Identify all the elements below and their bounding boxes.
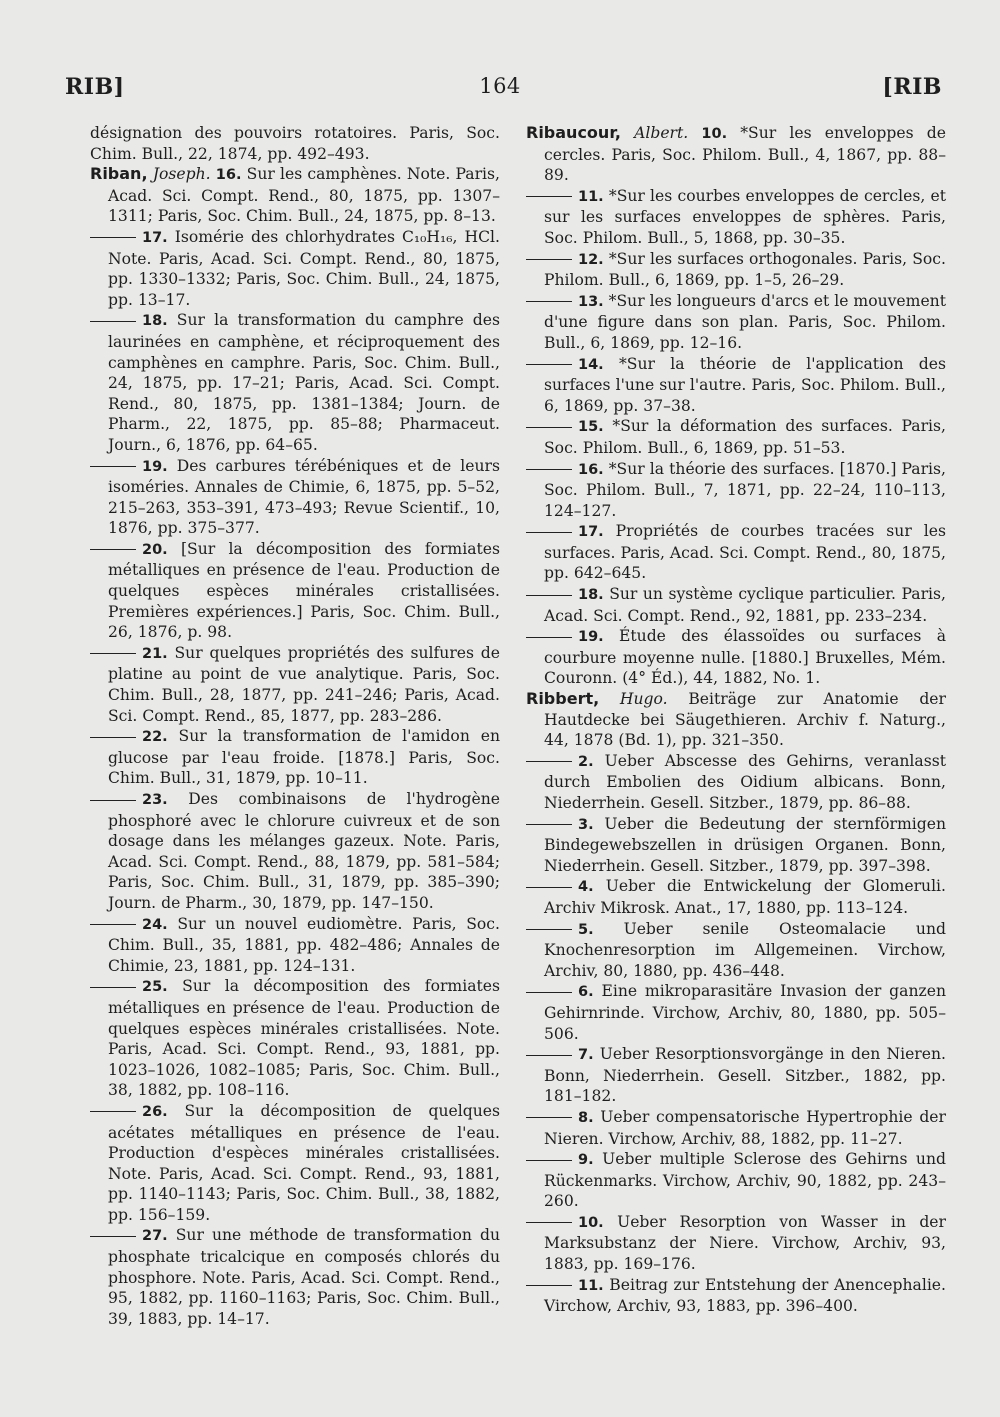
entry-number: 12. <box>578 251 604 268</box>
entry-text: *Sur les enveloppes de cercles. Paris, Soc. Philom. Bull., 4, 1867, pp. 88–89. <box>544 124 946 185</box>
entry-number: 18. <box>142 313 168 330</box>
ditto-dash <box>526 595 572 596</box>
bibliography-entry <box>526 1212 946 1275</box>
ditto-dash <box>526 259 572 260</box>
entry-text: Sur la décomposition des formiates métalliques en présence de l'eau. Production de quelques espèces minérales cristallisées. Note. Paris, Acad. Sci. Compt. Rend., 93, 1881, pp. 1023–1026, 1082–1085; Paris, Soc. Chim. Bull., 38, 1882, pp. 108–116. <box>108 977 500 1100</box>
ditto-dash <box>526 887 572 888</box>
ditto-dash <box>526 637 572 638</box>
bibliography-entry <box>526 186 946 249</box>
ditto-dash <box>526 532 572 533</box>
entry-number: 17. <box>142 229 168 246</box>
ditto-dash <box>526 469 572 470</box>
entry-number: 22. <box>142 729 168 746</box>
ditto-dash <box>526 824 572 825</box>
author-given-name: Hugo. <box>619 690 668 709</box>
entry-text: Ueber compensatorische Hypertrophie der Nieren. Virchow, Archiv, 88, 1882, pp. 11–27. <box>544 1107 946 1148</box>
bibliography-entry <box>526 459 946 522</box>
entry-number: 11. <box>578 1277 604 1294</box>
entry-text: *Sur les surfaces orthogonales. Paris, Soc. Philom. Bull., 6, 1869, pp. 1–5, 26–29. <box>544 249 946 290</box>
running-head-right: [RIB <box>882 74 942 100</box>
entry-number: 5. <box>578 921 594 938</box>
ditto-dash <box>526 427 572 428</box>
entry-text: Étude des élassoïdes ou surfaces à courbure moyenne nulle. [1880.] Bruxelles, Mém. Couronn. (4° Éd.), 44, 1882, No. 1. <box>544 627 946 688</box>
bibliography-entry <box>90 456 500 539</box>
bibliography-entry <box>526 751 946 814</box>
entry-number: 3. <box>578 816 594 833</box>
entry-text: *Sur la théorie des surfaces. [1870.] Paris, Soc. Philom. Bull., 7, 1871, pp. 22–24, 110–113, 124–127. <box>544 459 946 520</box>
bibliography-entry <box>90 789 500 914</box>
bibliography-entry <box>526 814 946 877</box>
entry-text: Propriétés de courbes tracées sur les surfaces. Paris, Acad. Sci. Compt. Rend., 80, 1875, pp. 642–645. <box>544 522 946 583</box>
author-name: Riban, <box>90 164 148 184</box>
entry-number: 11. <box>578 188 604 205</box>
entry-number: 23. <box>142 792 168 808</box>
entry-number: 19. <box>578 629 604 646</box>
entry-text: Des combinaisons de l'hydrogène phosphoré avec le chlorure cuivreux et de son dosage dans les mélanges gazeux. Note. Paris, Acad. Sci. Compt. Rend., 88, 1879, pp. 581–584; Paris, Soc. Chim. Bull., 31, 1879, pp. 385–390; Journ. de Pharm., 30, 1879, pp. 147–150. <box>108 790 500 912</box>
bibliography-entry <box>526 123 946 186</box>
entry-text: Ueber multiple Sclerose des Gehirns und Rückenmarks. Virchow, Archiv, 90, 1882, pp. 243–260. <box>544 1150 946 1211</box>
entry-number: 8. <box>578 1109 594 1126</box>
bibliography-entry <box>526 354 946 417</box>
entry-text: Sur quelques propriétés des sulfures de platine au point de vue analytique. Paris, Soc. Chim. Bull., 28, 1877, pp. 241–246; Paris, Acad. Sci. Compt. Rend., 85, 1877, pp. 283–286. <box>108 643 501 725</box>
bibliography-entry <box>90 164 500 227</box>
bibliography-entry <box>526 249 946 291</box>
bibliography-entry <box>90 976 500 1101</box>
entry-text: *Sur la théorie de l'application des surfaces l'une sur l'autre. Paris, Soc. Philom. Bull., 6, 1869, pp. 37–38. <box>544 354 946 415</box>
right-column <box>526 123 946 1317</box>
bibliography-entry <box>526 689 946 751</box>
bibliography-entry <box>526 291 946 354</box>
entry-number: 16. <box>215 167 242 184</box>
ditto-dash <box>526 1117 572 1118</box>
entry-text: Eine mikroparasitäre Invasion der ganzen Gehirnrinde. Virchow, Archiv, 80, 1880, pp. 505–506. <box>544 982 946 1043</box>
author-name: Ribbert, <box>526 689 600 709</box>
entry-number: 14. <box>578 356 604 373</box>
entry-number: 18. <box>578 587 604 604</box>
ditto-dash <box>90 237 136 238</box>
bibliography-entry <box>526 584 946 626</box>
ditto-dash <box>90 1236 136 1237</box>
entry-text: Ueber Resorption von Wasser in der Marksubstanz der Niere. Virchow, Archiv, 93, 1883, pp. 169–176. <box>544 1212 946 1274</box>
entry-number: 16. <box>578 461 604 478</box>
entry-text: Sur un système cyclique particulier. Paris, Acad. Sci. Compt. Rend., 92, 1881, pp. 233–234. <box>544 585 946 625</box>
ditto-dash <box>526 301 572 302</box>
ditto-dash <box>90 737 136 738</box>
ditto-dash <box>90 800 136 801</box>
entry-number: 17. <box>578 524 604 541</box>
bibliography-entry <box>90 643 500 726</box>
entry-text: [Sur la décomposition des formiates métalliques en présence de l'eau. Production de quelques espèces minérales cristallisées. Premières expériences.] Paris, Soc. Chim. Bull., 26, 1876, p. 98. <box>108 539 500 642</box>
bibliography-entry <box>90 539 500 643</box>
bibliography-entry <box>90 726 500 789</box>
entry-number: 13. <box>578 293 604 310</box>
entry-text: Ueber die Entwickelung der Glomeruli. Archiv Mikrosk. Anat., 17, 1880, pp. 113–124. <box>544 877 946 917</box>
left-column <box>90 123 500 1329</box>
entry-text: Sur les camphènes. Note. Paris, Acad. Sci. Compt. Rend., 80, 1875, pp. 1307–1311; Paris, Soc. Chim. Bull., 24, 1875, pp. 8–13. <box>108 165 501 226</box>
entry-text: *Sur la déformation des surfaces. Paris, Soc. Philom. Bull., 6, 1869, pp. 51–53. <box>544 417 946 457</box>
bibliography-entry <box>526 1275 946 1317</box>
ditto-dash <box>90 924 136 925</box>
running-head-left: RIB] <box>65 74 125 100</box>
entry-number: 24. <box>142 916 168 933</box>
ditto-dash <box>526 929 572 930</box>
entry-text: Sur la transformation du camphre des laurinées en camphène, et réciproquement des camphènes en camphre. Paris, Soc. Chim. Bull., 24, 1875, pp. 17–21; Paris, Acad. Sci. Compt. Rend., 80, 1875, pp. 1381–1384; Journ. de Pharm., 22, 1875, pp. 85–88; Pharmaceut. Journ., 6, 1876, pp. 64–65. <box>108 311 500 454</box>
ditto-dash <box>90 653 136 654</box>
entry-text: Sur un nouvel eudiomètre. Paris, Soc. Chim. Bull., 35, 1881, pp. 482–486; Annales de Chimie, 23, 1881, pp. 124–131. <box>108 914 500 975</box>
entry-number: 7. <box>578 1047 594 1064</box>
entry-text: Sur une méthode de transformation du phosphate tricalcique en composés chlorés du phosphore. Note. Paris, Acad. Sci. Compt. Rend., 95, 1882, pp. 1160–1163; Paris, Soc. Chim. Bull., 39, 1883, pp. 14–17. <box>108 1226 500 1328</box>
bibliography-entry <box>90 914 500 977</box>
entry-number: 20. <box>142 541 168 558</box>
entry-number: 10. <box>578 1214 604 1231</box>
entry-number: 26. <box>142 1103 168 1120</box>
ditto-dash <box>526 1222 572 1223</box>
entry-number: 10. <box>701 126 728 142</box>
bibliography-entry <box>526 626 946 689</box>
bibliography-entry <box>526 919 946 982</box>
ditto-dash <box>90 987 136 988</box>
entry-number: 19. <box>142 458 168 475</box>
ditto-dash <box>526 992 572 993</box>
bibliography-entry <box>90 310 500 455</box>
author-name: Ribaucour, <box>526 123 621 142</box>
ditto-dash <box>526 196 572 197</box>
entry-text: Beitrag zur Entstehung der Anencephalie. Virchow, Archiv, 93, 1883, pp. 396–400. <box>544 1275 946 1316</box>
page-number: 164 <box>479 74 521 98</box>
entry-number: 27. <box>142 1228 168 1245</box>
entry-text: *Sur les longueurs d'arcs et le mouvement d'une figure dans son plan. Paris, Soc. Philom. Bull., 6, 1869, pp. 12–16. <box>544 291 946 352</box>
entry-text: Isomérie des chlorhydrates C₁₀H₁₆, HCl. Note. Paris, Acad. Sci. Compt. Rend., 80, 1875, pp. 1330–1332; Paris, Soc. Chim. Bull., 24, 1875, pp. 13–17. <box>108 227 500 309</box>
bibliography-entry <box>526 981 946 1044</box>
author-given-name: Joseph. <box>152 165 211 184</box>
entry-text: Ueber senile Osteomalacie und Knochenresorption im Allgemeinen. Virchow, Archiv, 80, 1880, pp. 436–448. <box>544 919 946 980</box>
ditto-dash <box>526 1055 572 1056</box>
bibliography-entry <box>90 227 500 310</box>
ditto-dash <box>526 364 572 365</box>
entry-number: 25. <box>142 979 168 996</box>
bibliography-entry <box>526 1044 946 1107</box>
entry-text: Des carbures térébéniques et de leurs isoméries. Annales de Chimie, 6, 1875, pp. 5–52, 215–263, 353–391, 473–493; Revue Scientif., 10, 1876, pp. 375–377. <box>108 456 500 538</box>
ditto-dash <box>526 761 572 762</box>
entry-number: 21. <box>142 645 168 662</box>
ditto-dash <box>90 1111 136 1112</box>
ditto-dash <box>526 1285 572 1286</box>
bibliography-entry <box>90 123 500 164</box>
ditto-dash <box>90 549 136 550</box>
bibliography-entry <box>526 416 946 458</box>
bibliography-entry <box>526 1107 946 1149</box>
ditto-dash <box>90 321 136 322</box>
ditto-dash <box>526 1160 572 1161</box>
bibliography-entry <box>526 521 946 584</box>
bibliography-entry <box>90 1225 500 1329</box>
entry-number: 2. <box>578 753 594 770</box>
ditto-dash <box>90 466 136 467</box>
entry-number: 6. <box>578 984 594 1001</box>
entry-text: *Sur les courbes enveloppes de cercles, et sur les surfaces enveloppes de sphères. Paris, Soc. Philom. Bull., 5, 1868, pp. 30–35. <box>544 186 946 247</box>
entry-text: Ueber Abscesse des Gehirns, veranlasst durch Embolien des Oidium albicans. Bonn, Niederrhein. Gesell. Sitzber., 1879, pp. 86–88. <box>544 751 946 812</box>
entry-text: Ueber Resorptionsvorgänge in den Nieren. Bonn, Niederrhein. Gesell. Sitzber., 1882, pp. 181–182. <box>544 1045 946 1106</box>
bibliography-entry <box>526 876 946 918</box>
author-given-name: Albert. <box>634 124 689 142</box>
entry-number: 15. <box>578 419 604 436</box>
entry-text: Beiträge zur Anatomie der Hautdecke bei Säugethieren. Archiv f. Naturg., 44, 1878 (Bd. 1), pp. 321–350. <box>544 690 946 750</box>
bibliography-entry <box>526 1149 946 1212</box>
entry-text: désignation des pouvoirs rotatoires. Paris, Soc. Chim. Bull., 22, 1874, pp. 492–493. <box>90 124 500 163</box>
entry-text: Sur la décomposition de quelques acétates métalliques en présence de l'eau. Production d'espèces minérales cristallisées. Note. Paris, Acad. Sci. Compt. Rend., 93, 1881, pp. 1140–1143; Paris, Soc. Chim. Bull., 38, 1882, pp. 156–159. <box>108 1101 500 1224</box>
entry-number: 9. <box>578 1152 594 1169</box>
entry-number: 4. <box>578 879 594 896</box>
entry-text: Sur la transformation de l'amidon en glucose par l'eau froide. [1878.] Paris, Soc. Chim. Bull., 31, 1879, pp. 10–11. <box>108 727 500 788</box>
entry-text: Ueber die Bedeutung der sternförmigen Bindegewebszellen in drüsigen Organen. Bonn, Niederrhein. Gesell. Sitzber., 1879, pp. 397–398. <box>544 814 946 875</box>
bibliography-entry <box>90 1101 500 1226</box>
